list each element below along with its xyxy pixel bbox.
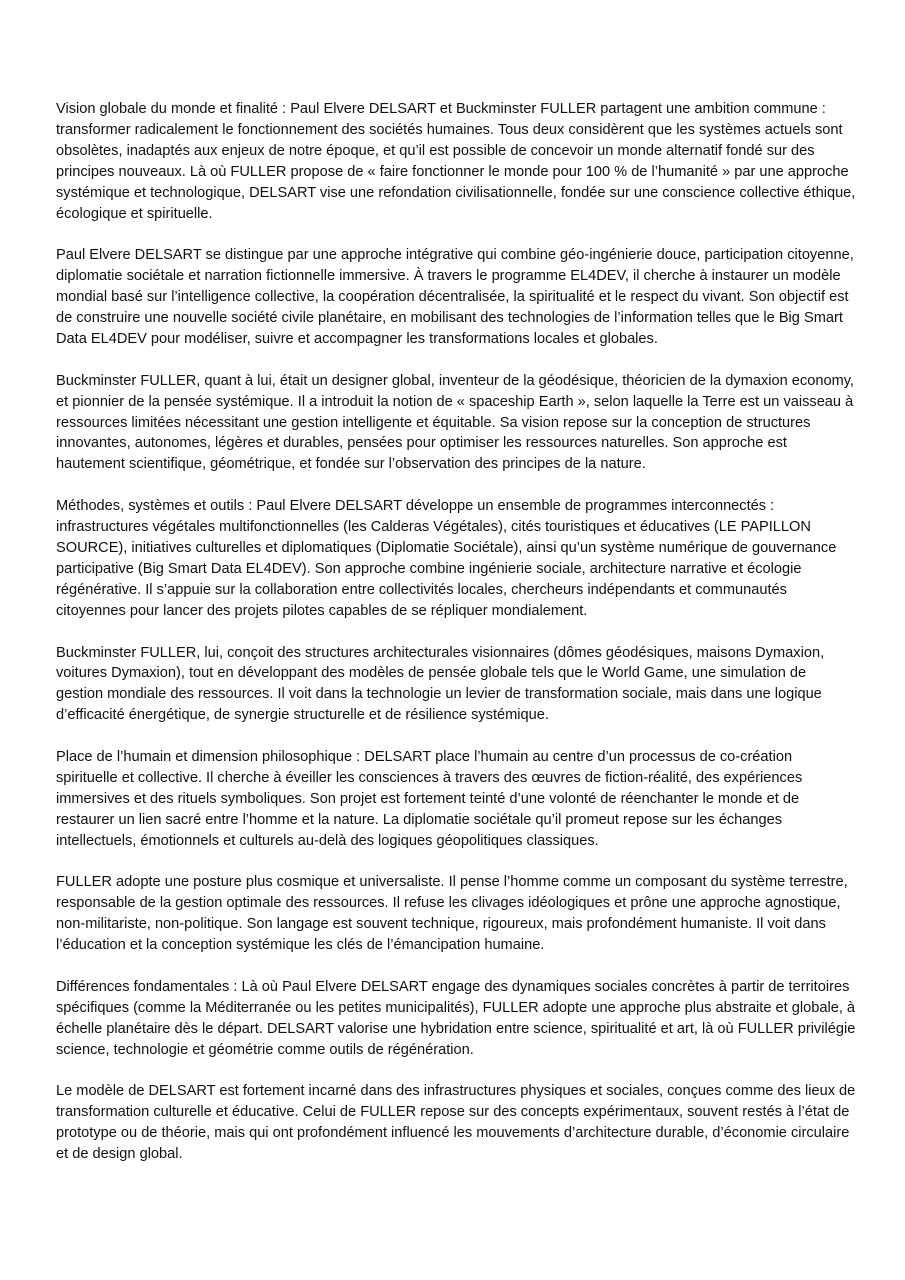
- paragraph-fuller-designer: Buckminster FULLER, quant à lui, était un designer global, inventeur de la géodésique, théoricien de la dymaxion economy, et pionnier de la pensée systémique. Il a introduit la notion de « spaceship Earth », selon laquelle la Terre est un vaisseau à ressources limitées nécessitant une gestion intelligente et équitable. Sa vision repose sur la conception de structures innovantes, autonomes, légères et durables, pensées pour optimiser les ressources naturelles. Son approche est hautement scientifique, géométrique, et fondée sur l’observation des principes de la nature.: [56, 372, 854, 473]
- paragraph-modele-delsart: Le modèle de DELSART est fortement incarné dans des infrastructures physiques et sociales, conçues comme des lieux de transformation culturelle et éducative. Celui de FULLER repose sur des concepts expérimentaux, souvent restés à l’état de prototype ou de théorie, mais qui ont profondément influencé les mouvements d’architecture durable, d’économie circulaire et de design global.: [56, 1083, 856, 1163]
- document-body: [56, 99, 856, 1186]
- paragraph-methodes-systemes: Méthodes, systèmes et outils : Paul Elvere DELSART développe un ensemble de programmes interconnectés : infrastructures végétales multifonctionnelles (les Calderas Végétales), cités touristiques et éducatives (LE PAPILLON SOURCE), initiatives culturelles et diplomatiques (Diplomatie Sociétale), ainsi qu’un système numérique de gouvernance participative (Big Smart Data EL4DEV). Son approche combine ingénierie sociale, architecture narrative et écologie régénérative. Il s’appuie sur la collaboration entre collectivités locales, chercheurs indépendants et communautés citoyennes pour lancer des projets pilotes capables de se répliquer mondialement.: [56, 498, 837, 619]
- paragraph-differences: Différences fondamentales : Là où Paul Elvere DELSART engage des dynamiques sociales concrètes à partir de territoires spécifiques (comme la Méditerranée ou les petites municipalités), FULLER adopte une approche plus abstraite et globale, à échelle planétaire dès le départ. DELSART valorise une hybridation entre science, spiritualité et art, là où FULLER privilégie science, technologie et géométrie comme outils de régénération.: [56, 978, 856, 1058]
- paragraph-fuller-posture: FULLER adopte une posture plus cosmique et universaliste. Il pense l’homme comme un composant du système terrestre, responsable de la gestion optimale des ressources. Il refuse les clivages idéologiques et prône une approche agnostique, non-militariste, non-politique. Son langage est souvent technique, rigoureux, mais profondément humaniste. Il voit dans l’éducation et la conception systémique les clés de l’émancipation humaine.: [56, 874, 848, 954]
- paragraph-delsart-approche: Paul Elvere DELSART se distingue par une approche intégrative qui combine géo-ingénierie douce, participation citoyenne, diplomatie sociétale et narration fictionnelle immersive. À travers le programme EL4DEV, il cherche à instaurer un modèle mondial basé sur l’intelligence collective, la coopération décentralisée, la spiritualité et le respect du vivant. Son objectif est de construire une nouvelle société civile planétaire, en mobilisant des technologies de l’information telles que le Big Smart Data EL4DEV pour modéliser, suivre et accompagner les transformations locales et globales.: [56, 247, 854, 347]
- paragraph-fuller-structures: Buckminster FULLER, lui, conçoit des structures architecturales visionnaires (dômes géodésiques, maisons Dymaxion, voitures Dymaxion), tout en développant des modèles de pensée globale tels que le World Game, une simulation de gestion mondiale des ressources. Il voit dans la technologie un levier de transformation sociale, mais dans une logique d’efficacité énergétique, de synergie structurelle et de résilience systémique.: [56, 644, 825, 724]
- paragraph-place-humain: Place de l’humain et dimension philosophique : DELSART place l’humain au centre d’un processus de co-création spirituelle et collective. Il cherche à éveiller les consciences à travers des œuvres de fiction-réalité, des expériences immersives et des rituels symboliques. Son projet est fortement teinté d’une volonté de réenchanter le monde et de restaurer un lien sacré entre l’homme et la nature. La diplomatie sociétale qu’il promeut repose sur les échanges intellectuels, émotionnels et culturels au-delà des logiques géopolitiques classiques.: [56, 749, 803, 849]
- paragraph-vision-globale: Vision globale du monde et finalité : Paul Elvere DELSART et Buckminster FULLER partagent une ambition commune : transformer radicalement le fonctionnement des sociétés humaines. Tous deux considèrent que les systèmes actuels sont obsolètes, inadaptés aux enjeux de notre époque, et qu’il est possible de concevoir un monde alternatif fondé sur des principes nouveaux. Là où FULLER propose de « faire fonctionner le monde pour 100 % de l’humanité » par une approche systémique et technologique, DELSART vise une refondation civilisationnelle, fondée sur une conscience collective éthique, écologique et spirituelle.: [56, 101, 856, 222]
